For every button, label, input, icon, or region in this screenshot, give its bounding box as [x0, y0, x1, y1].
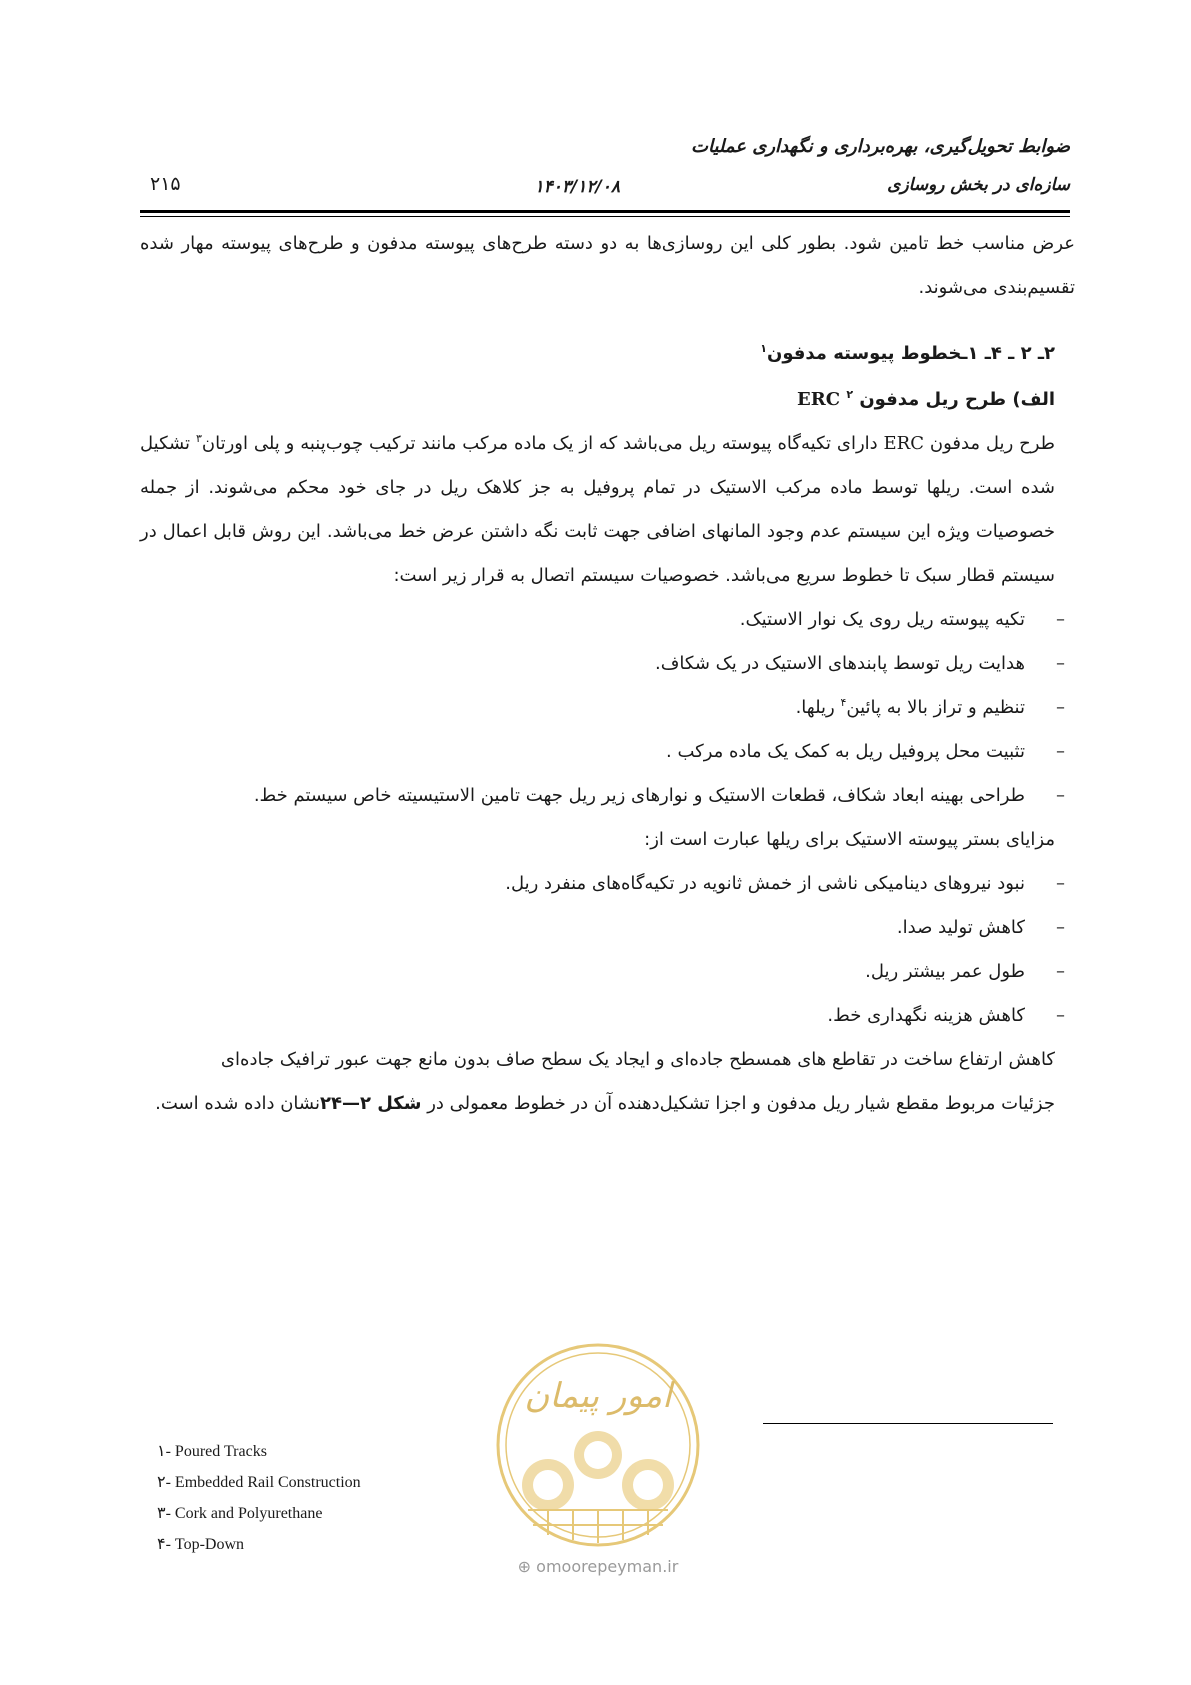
watermark-stamp [488, 1335, 708, 1575]
closing-part2: نشان داده شده است. [155, 1093, 320, 1114]
footnote-item: ۲- Embedded Rail Construction [157, 1474, 361, 1491]
watermark-logo-text: امور پیمان [524, 1376, 672, 1416]
page-number: ۲۱۵ [150, 173, 181, 195]
intro-paragraph: عرض مناسب خط تامین شود. بطور کلی این روسازی‌ها به دو دسته طرح‌های پیوسته مدفون و طرح‌های پیوسته مهار شده تقسیم‌بندی می‌شوند. [140, 233, 1075, 298]
closing-paragraph [140, 1082, 1075, 1126]
advantages-list [140, 862, 1075, 1038]
footnote-ref-4: ۴ [840, 696, 847, 709]
list-item: – تثبیت محل پروفیل ریل به کمک یک ماده مرکب . [140, 730, 1075, 774]
list-item: – تکیه پیوسته ریل روی یک نوار الاستیک. [140, 598, 1075, 642]
footnote-item: ۳- Cork and Polyurethane [157, 1505, 323, 1522]
sub-heading [140, 378, 1075, 422]
globe-icon: ⊕ [517, 1557, 532, 1576]
footnote-separator [763, 1423, 1053, 1424]
erc-paragraph-latin: ERC [883, 433, 924, 454]
list-item: – طراحی بهینه ابعاد شکاف، قطعات الاستیک و نوارهای زیر ریل جهت تامین الاستیسیته خاص سیستم خط. [140, 774, 1075, 818]
watermark-site [488, 1557, 708, 1576]
sub-heading-latin: ERC [797, 389, 841, 410]
erc-paragraph [140, 422, 1075, 598]
page-header [140, 128, 1070, 223]
header-rule-thin [140, 216, 1070, 217]
document-body [140, 222, 1075, 1126]
footnote-ref-3: ۳ [195, 432, 202, 445]
section-heading-text: ۲ـ ۲ ـ ۴ـ ۱ـخطوط پیوسته مدفون [766, 343, 1055, 364]
header-title-line2: سازه‌ای در بخش روسازی [887, 175, 1070, 195]
header-rule-thick [140, 210, 1070, 213]
feature3-part2: ریلها. [795, 697, 841, 718]
footnotes [157, 1436, 361, 1560]
figure-reference: شکل ۲—۲۴ [319, 1093, 422, 1114]
footnote-ref-1: ۱ [760, 342, 767, 355]
closing-part1: جزئیات مربوط مقطع شیار ریل مدفون و اجزا تشکیل‌دهنده آن در خطوط معمولی در [421, 1093, 1055, 1114]
list-item: – کاهش تولید صدا. [140, 906, 1075, 950]
section-heading [140, 332, 1075, 376]
list-item: – طول عمر بیشتر ریل. [140, 950, 1075, 994]
watermark-logo-icon [488, 1335, 708, 1555]
list-item: – کاهش هزینه نگهداری خط. [140, 994, 1075, 1038]
feature3-part1: تنظیم و تراز بالا به پائین [846, 697, 1025, 718]
footnote-ref-2: ۲ [846, 388, 854, 401]
watermark-site-text: omoorepeyman.ir [536, 1557, 679, 1576]
sub-heading-text: الف) طرح ریل مدفون [853, 389, 1055, 410]
advantage-last: کاهش ارتفاع ساخت در تقاطع های همسطح جاده‌ای و ایجاد یک سطح صاف بدون مانع جهت عبور ترافیک جاده‌ای [220, 1049, 1055, 1070]
list-item [140, 686, 1075, 730]
footnote-item: ۱- Poured Tracks [157, 1443, 267, 1460]
list-item: – نبود نیروهای دینامیکی ناشی از خمش ثانویه در تکیه‌گاه‌های منفرد ریل. [140, 862, 1075, 906]
footnote-item: ۴- Top-Down [157, 1536, 245, 1553]
erc-paragraph-part2: دارای تکیه‌گاه پیوسته ریل می‌باشد که از یک ماده مرکب مانند ترکیب چوب‌پنبه و پلی اورتان [201, 433, 884, 454]
list-item: – هدایت ریل توسط پابندهای الاستیک در یک شکاف. [140, 642, 1075, 686]
header-date: ۱۴۰۳/۱۲/۰۸ [534, 177, 620, 197]
advantages-intro: مزایای بستر پیوسته الاستیک برای ریلها عبارت است از: [644, 829, 1055, 850]
header-title-line1: ضوابط تحویل‌گیری، بهره‌برداری و نگهداری عملیات [691, 136, 1070, 157]
erc-paragraph-part3: تشکیل شده است. ریلها توسط ماده مرکب الاستیک در تمام پروفیل به جز کلاهک ریل در جای خود محکم می‌شوند. از جمله خصوصیات ویژه این سیستم عدم وجود المانهای اضافی جهت ثابت نگه داشتن عرض خط می‌باشد. این روش قابل اعمال در سیستم قطار سبک تا خطوط سریع می‌باشد. خصوصیات سیستم اتصال به قرار زیر است: [140, 433, 1055, 586]
erc-paragraph-part1: طرح ریل مدفون [924, 433, 1055, 454]
features-list [140, 598, 1075, 818]
